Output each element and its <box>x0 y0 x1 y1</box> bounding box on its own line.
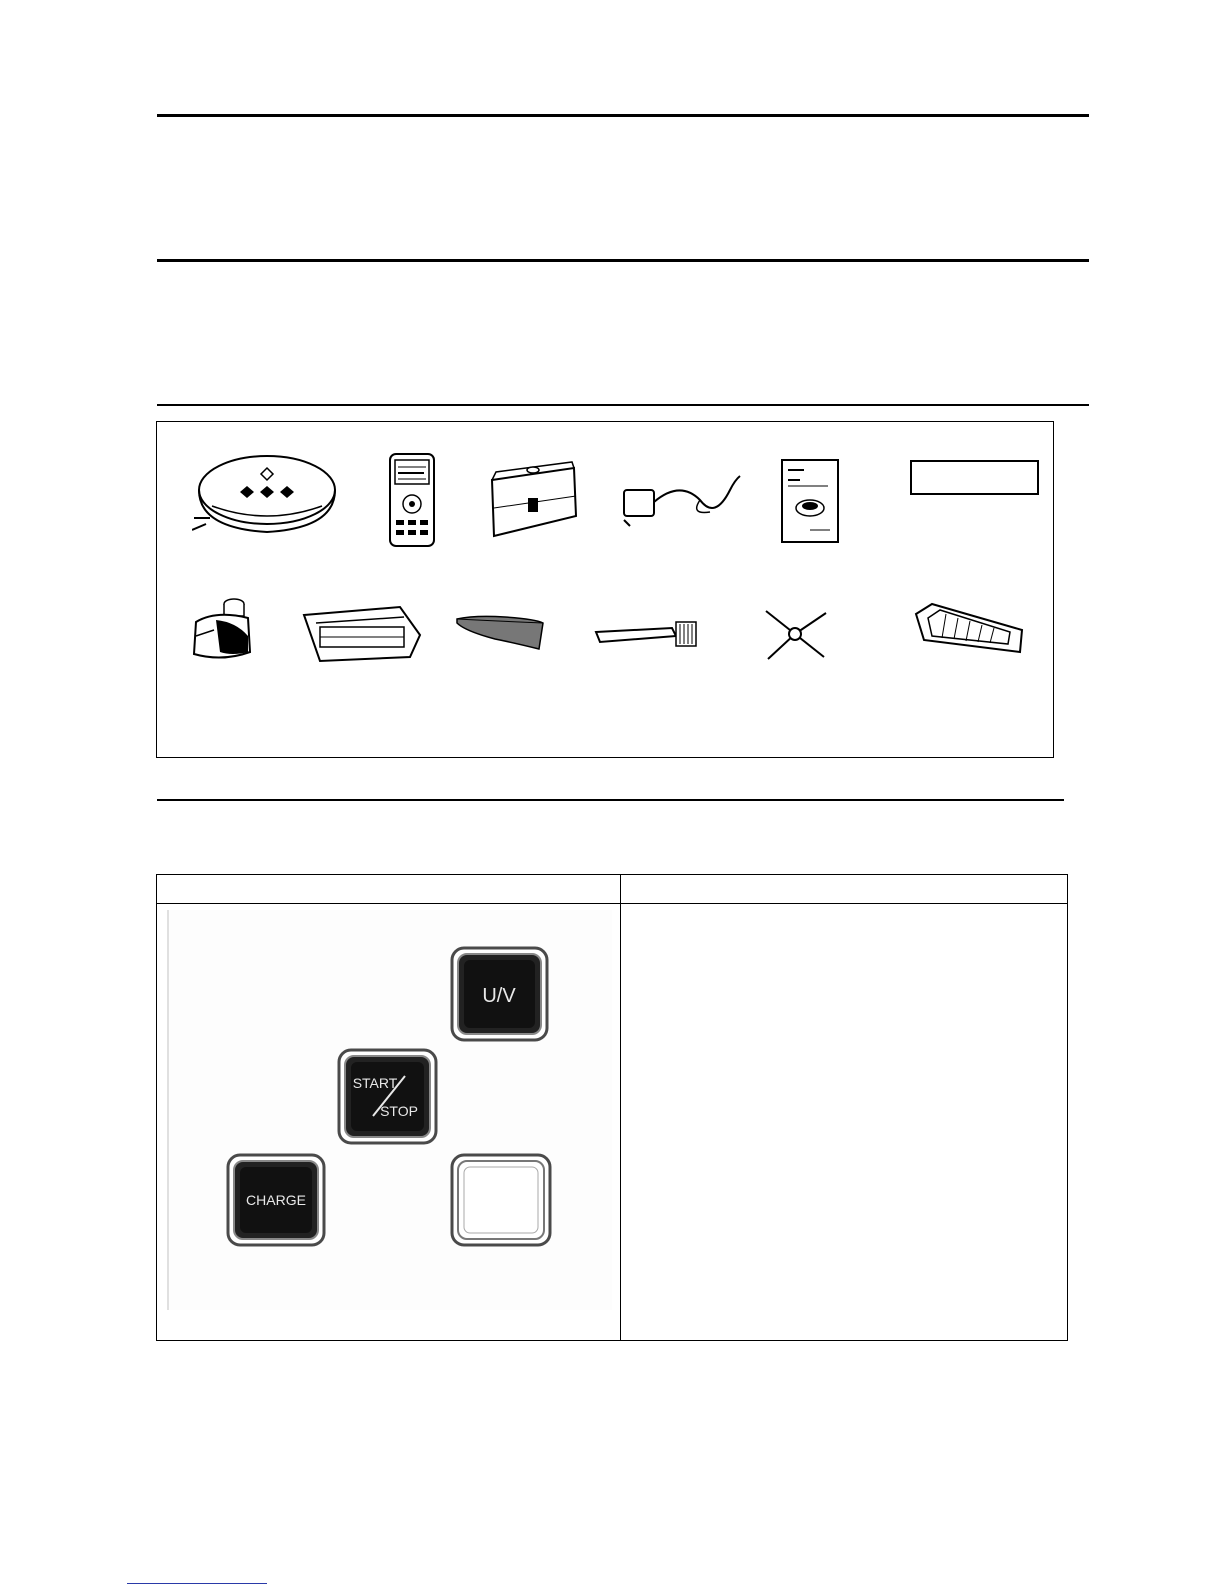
table-column-divider <box>620 874 621 1341</box>
robot-vacuum-illustration <box>192 448 342 543</box>
start-stop-button[interactable] <box>339 1050 436 1143</box>
section-rule-3 <box>157 404 1089 406</box>
charge-button-label: CHARGE <box>246 1192 306 1208</box>
power-adapter-illustration <box>620 470 745 530</box>
filter-illustration <box>912 600 1028 658</box>
section-rule-2 <box>157 259 1089 262</box>
charge-button[interactable] <box>228 1155 324 1245</box>
virtual-wall-illustration <box>488 458 580 540</box>
uv-button-label: U/V <box>482 985 516 1007</box>
section-rule-4 <box>157 799 1064 801</box>
charging-base-illustration <box>186 596 258 664</box>
blank-button[interactable] <box>452 1155 550 1245</box>
control-panel-image <box>167 910 612 1310</box>
start-label: START <box>352 1075 398 1091</box>
table-header-divider <box>156 903 1068 904</box>
user-manual-illustration <box>780 458 842 544</box>
stop-label: STOP <box>380 1103 418 1119</box>
dust-bin-illustration <box>300 605 424 665</box>
footnote-link-underline[interactable] <box>127 1583 267 1584</box>
uv-button[interactable] <box>452 948 547 1040</box>
section-rule-1 <box>157 114 1089 117</box>
remote-control-illustration <box>388 452 436 548</box>
blank-label-box <box>910 460 1039 495</box>
mop-pad-illustration <box>455 613 545 653</box>
cleaning-brush-illustration <box>592 612 702 652</box>
side-brush-illustration <box>760 603 830 665</box>
